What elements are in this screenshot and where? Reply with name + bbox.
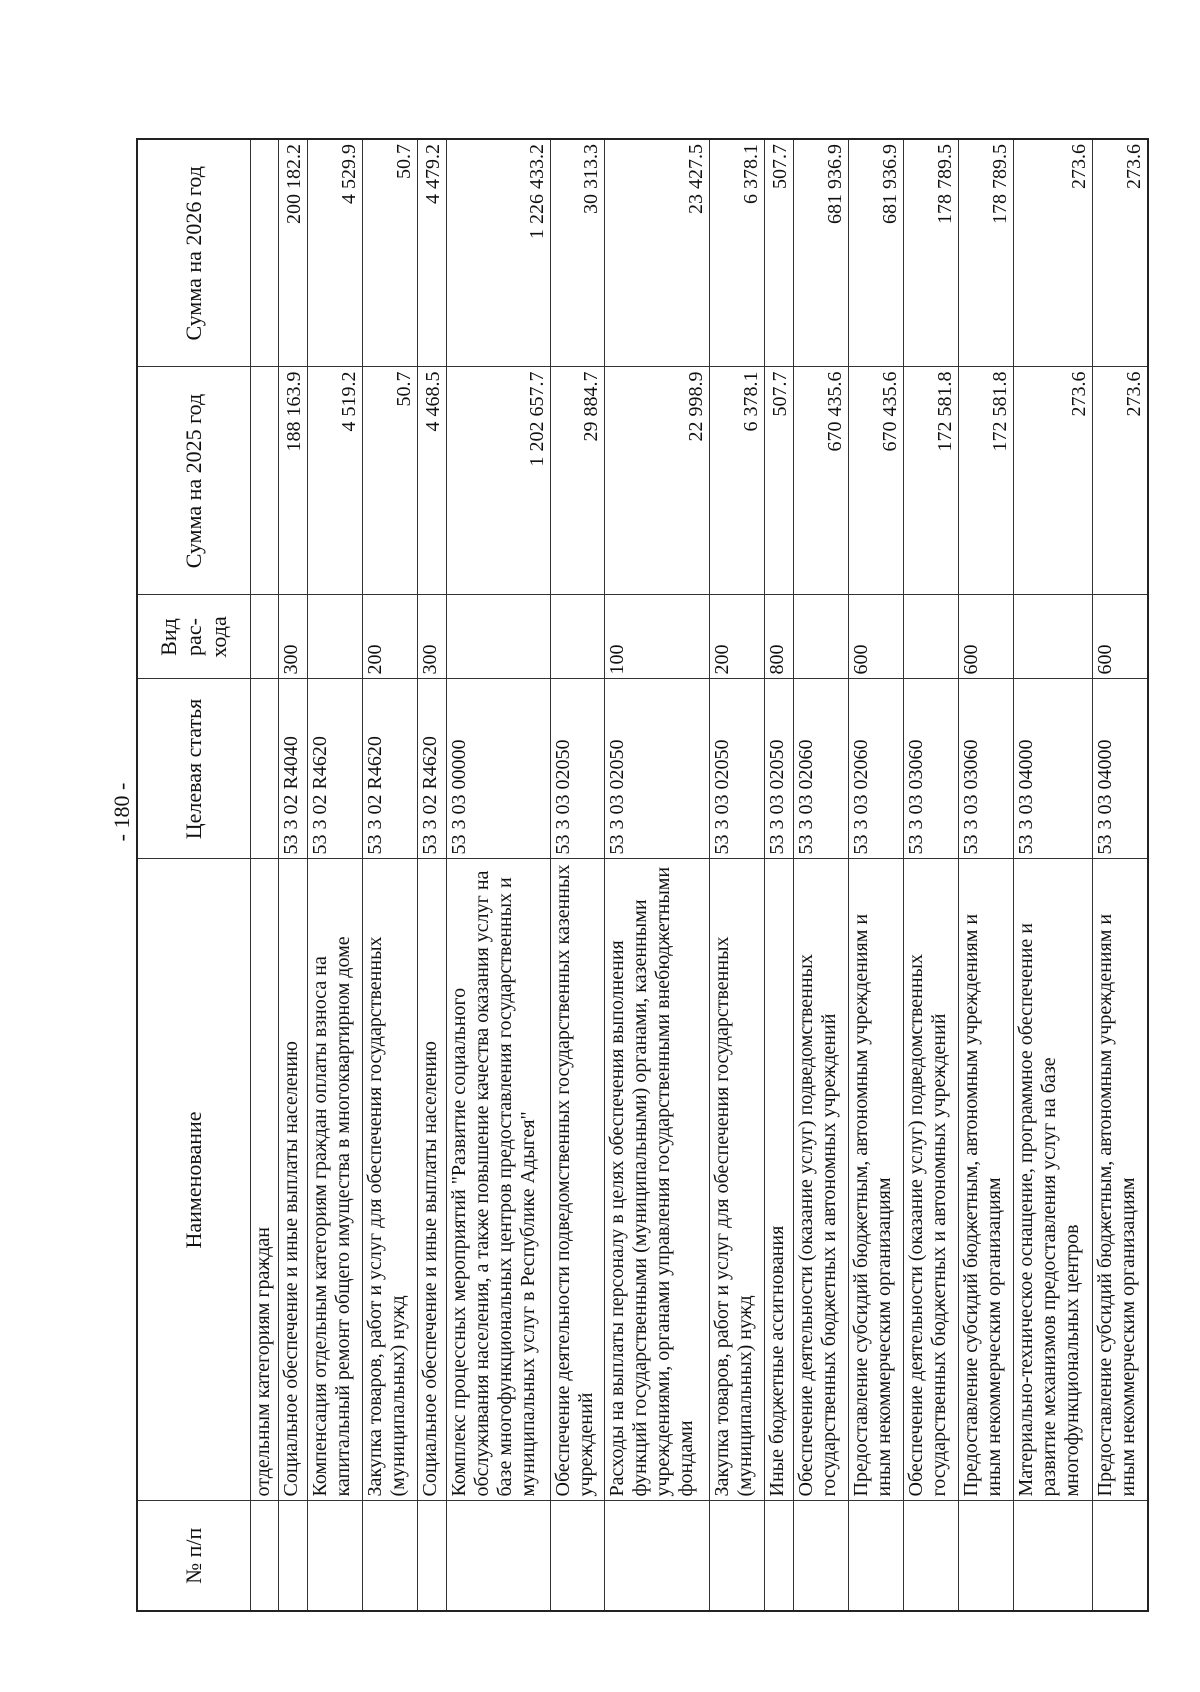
cell-sum-2026: 273.6 xyxy=(1013,139,1092,367)
cell-sum-2025: 188 163.9 xyxy=(279,367,308,595)
col-header-index: № п/п xyxy=(137,1501,250,1611)
cell-index xyxy=(903,1501,958,1611)
cell-sum-2026: 681 936.9 xyxy=(848,139,903,367)
cell-index xyxy=(1093,1501,1148,1611)
cell-code: 53 3 03 00000 xyxy=(446,679,551,859)
cell-index xyxy=(1013,1501,1092,1611)
cell-name: Обеспечение деятельности (оказание услуг) подведомственных государственных бюджетных и автономных учреждений xyxy=(903,859,958,1501)
cell-code: 53 3 03 02050 xyxy=(605,679,710,859)
cell-sum-2026: 6 378.1 xyxy=(709,139,764,367)
cell-code: 53 3 02 R4620 xyxy=(417,679,446,859)
cell-vid: 600 xyxy=(1093,595,1148,679)
cell-name: Материально-техническое оснащение, программное обеспечение и развитие механизмов предоставления услуг на базе многофункциональных центров xyxy=(1013,859,1092,1501)
cell-sum-2025: 670 435.6 xyxy=(793,367,848,595)
cell-vid: 600 xyxy=(958,595,1013,679)
cell-sum-2026: 681 936.9 xyxy=(793,139,848,367)
cell-index xyxy=(279,1501,308,1611)
rotated-table-wrapper xyxy=(136,140,1149,1612)
table-row xyxy=(551,139,605,1611)
table-row xyxy=(362,139,417,1611)
cell-sum-2026: 200 182.2 xyxy=(279,139,308,367)
cell-index xyxy=(446,1501,551,1611)
cell-name: Компенсация отдельным категориям граждан оплаты взноса на капитальный ремонт общего имущества в многоквартирном доме xyxy=(307,859,362,1501)
cell-code: 53 3 03 03060 xyxy=(903,679,958,859)
cell-code: 53 3 03 04000 xyxy=(1093,679,1148,859)
cell-vid: 300 xyxy=(417,595,446,679)
cell-name: Иные бюджетные ассигнования xyxy=(764,859,793,1501)
table-row xyxy=(417,139,446,1611)
cell-index xyxy=(709,1501,764,1611)
table-row xyxy=(250,139,279,1611)
cell-sum-2025: 4 468.5 xyxy=(417,367,446,595)
table-row xyxy=(307,139,362,1611)
table-row xyxy=(605,139,710,1611)
table-row xyxy=(848,139,903,1611)
cell-sum-2025: 50.7 xyxy=(362,367,417,595)
cell-code: 53 3 03 04000 xyxy=(1013,679,1092,859)
cell-sum-2026: 50.7 xyxy=(362,139,417,367)
cell-sum-2025: 1 202 657.7 xyxy=(446,367,551,595)
cell-name: Предоставление субсидий бюджетным, автономным учреждениям и иным некоммерческим организациям xyxy=(958,859,1013,1501)
cell-vid: 800 xyxy=(764,595,793,679)
cell-sum-2026: 1 226 433.2 xyxy=(446,139,551,367)
cell-index xyxy=(848,1501,903,1611)
cell-vid xyxy=(551,595,605,679)
cell-code: 53 3 03 02050 xyxy=(709,679,764,859)
cell-index xyxy=(958,1501,1013,1611)
cell-code: 53 3 03 03060 xyxy=(958,679,1013,859)
cell-index xyxy=(362,1501,417,1611)
page-number: - 180 - xyxy=(109,782,134,842)
cell-sum-2025: 4 519.2 xyxy=(307,367,362,595)
col-header-vid: Вид рас- хода xyxy=(137,595,250,679)
col-header-sum-2025: Сумма на 2025 год xyxy=(137,367,250,595)
cell-sum-2025: 273.6 xyxy=(1013,367,1092,595)
cell-sum-2025: 6 378.1 xyxy=(709,367,764,595)
cell-sum-2026: 507.7 xyxy=(764,139,793,367)
cell-sum-2025: 29 884.7 xyxy=(551,367,605,595)
cell-code: 53 3 03 02050 xyxy=(764,679,793,859)
cell-vid: 200 xyxy=(709,595,764,679)
cell-vid: 600 xyxy=(848,595,903,679)
cell-code xyxy=(250,679,279,859)
cell-vid: 100 xyxy=(605,595,710,679)
cell-index xyxy=(307,1501,362,1611)
cell-name: Закупка товаров, работ и услуг для обеспечения государственных (муниципальных) нужд xyxy=(709,859,764,1501)
header-row xyxy=(137,139,250,1611)
cell-name: Социальное обеспечение и иные выплаты населению xyxy=(417,859,446,1501)
budget-table xyxy=(136,138,1149,1612)
cell-sum-2025: 670 435.6 xyxy=(848,367,903,595)
cell-sum-2026: 4 479.2 xyxy=(417,139,446,367)
cell-sum-2026: 23 427.5 xyxy=(605,139,710,367)
table-row xyxy=(764,139,793,1611)
cell-index xyxy=(250,1501,279,1611)
cell-code: 53 3 03 02050 xyxy=(551,679,605,859)
cell-sum-2025 xyxy=(250,367,279,595)
cell-sum-2025: 172 581.8 xyxy=(903,367,958,595)
cell-code: 53 3 02 R4620 xyxy=(362,679,417,859)
cell-name: Комплекс процессных мероприятий "Развитие социального обслуживания населения, а также повышение качества оказания услуг на базе многофункциональных центров предоставления государственных и муниципальных услуг в Республике Адыгея" xyxy=(446,859,551,1501)
col-header-sum-2026: Сумма на 2026 год xyxy=(137,139,250,367)
cell-name: Закупка товаров, работ и услуг для обеспечения государственных (муниципальных) нужд xyxy=(362,859,417,1501)
cell-vid xyxy=(446,595,551,679)
cell-code: 53 3 02 R4620 xyxy=(307,679,362,859)
table-row xyxy=(793,139,848,1611)
cell-vid xyxy=(1013,595,1092,679)
table-row xyxy=(1013,139,1092,1611)
table-body xyxy=(250,139,1148,1611)
cell-index xyxy=(764,1501,793,1611)
cell-index xyxy=(605,1501,710,1611)
cell-vid xyxy=(307,595,362,679)
cell-code: 53 3 02 R4040 xyxy=(279,679,308,859)
cell-sum-2025: 507.7 xyxy=(764,367,793,595)
table-row xyxy=(709,139,764,1611)
cell-sum-2025: 172 581.8 xyxy=(958,367,1013,595)
cell-sum-2025: 22 998.9 xyxy=(605,367,710,595)
cell-sum-2025: 273.6 xyxy=(1093,367,1148,595)
cell-sum-2026: 30 313.3 xyxy=(551,139,605,367)
cell-index xyxy=(793,1501,848,1611)
cell-vid xyxy=(250,595,279,679)
table-row xyxy=(279,139,308,1611)
cell-sum-2026: 178 789.5 xyxy=(958,139,1013,367)
cell-vid: 300 xyxy=(279,595,308,679)
cell-sum-2026 xyxy=(250,139,279,367)
col-header-name: Наименование xyxy=(137,859,250,1501)
cell-index xyxy=(417,1501,446,1611)
cell-name: отдельным категориям граждан xyxy=(250,859,279,1501)
table-row xyxy=(903,139,958,1611)
cell-name: Обеспечение деятельности (оказание услуг) подведомственных государственных бюджетных и автономных учреждений xyxy=(793,859,848,1501)
cell-name: Предоставление субсидий бюджетным, автономным учреждениям и иным некоммерческим организациям xyxy=(1093,859,1148,1501)
cell-sum-2026: 178 789.5 xyxy=(903,139,958,367)
cell-index xyxy=(551,1501,605,1611)
cell-vid xyxy=(903,595,958,679)
cell-code: 53 3 03 02060 xyxy=(793,679,848,859)
cell-code: 53 3 03 02060 xyxy=(848,679,903,859)
cell-name: Предоставление субсидий бюджетным, автономным учреждениям и иным некоммерческим организациям xyxy=(848,859,903,1501)
cell-vid: 200 xyxy=(362,595,417,679)
cell-sum-2026: 4 529.9 xyxy=(307,139,362,367)
cell-name: Обеспечение деятельности подведомственных государственных казенных учреждений xyxy=(551,859,605,1501)
table-row xyxy=(446,139,551,1611)
table-row xyxy=(1093,139,1148,1611)
table-row xyxy=(958,139,1013,1611)
cell-name: Социальное обеспечение и иные выплаты населению xyxy=(279,859,308,1501)
cell-name: Расходы на выплаты персоналу в целях обеспечения выполнения функций государственными (муниципальными) органами, казенными учреждениями, органами управления государственными внебюджетными фондами xyxy=(605,859,710,1501)
cell-sum-2026: 273.6 xyxy=(1093,139,1148,367)
col-header-code: Целевая статья xyxy=(137,679,250,859)
cell-vid xyxy=(793,595,848,679)
